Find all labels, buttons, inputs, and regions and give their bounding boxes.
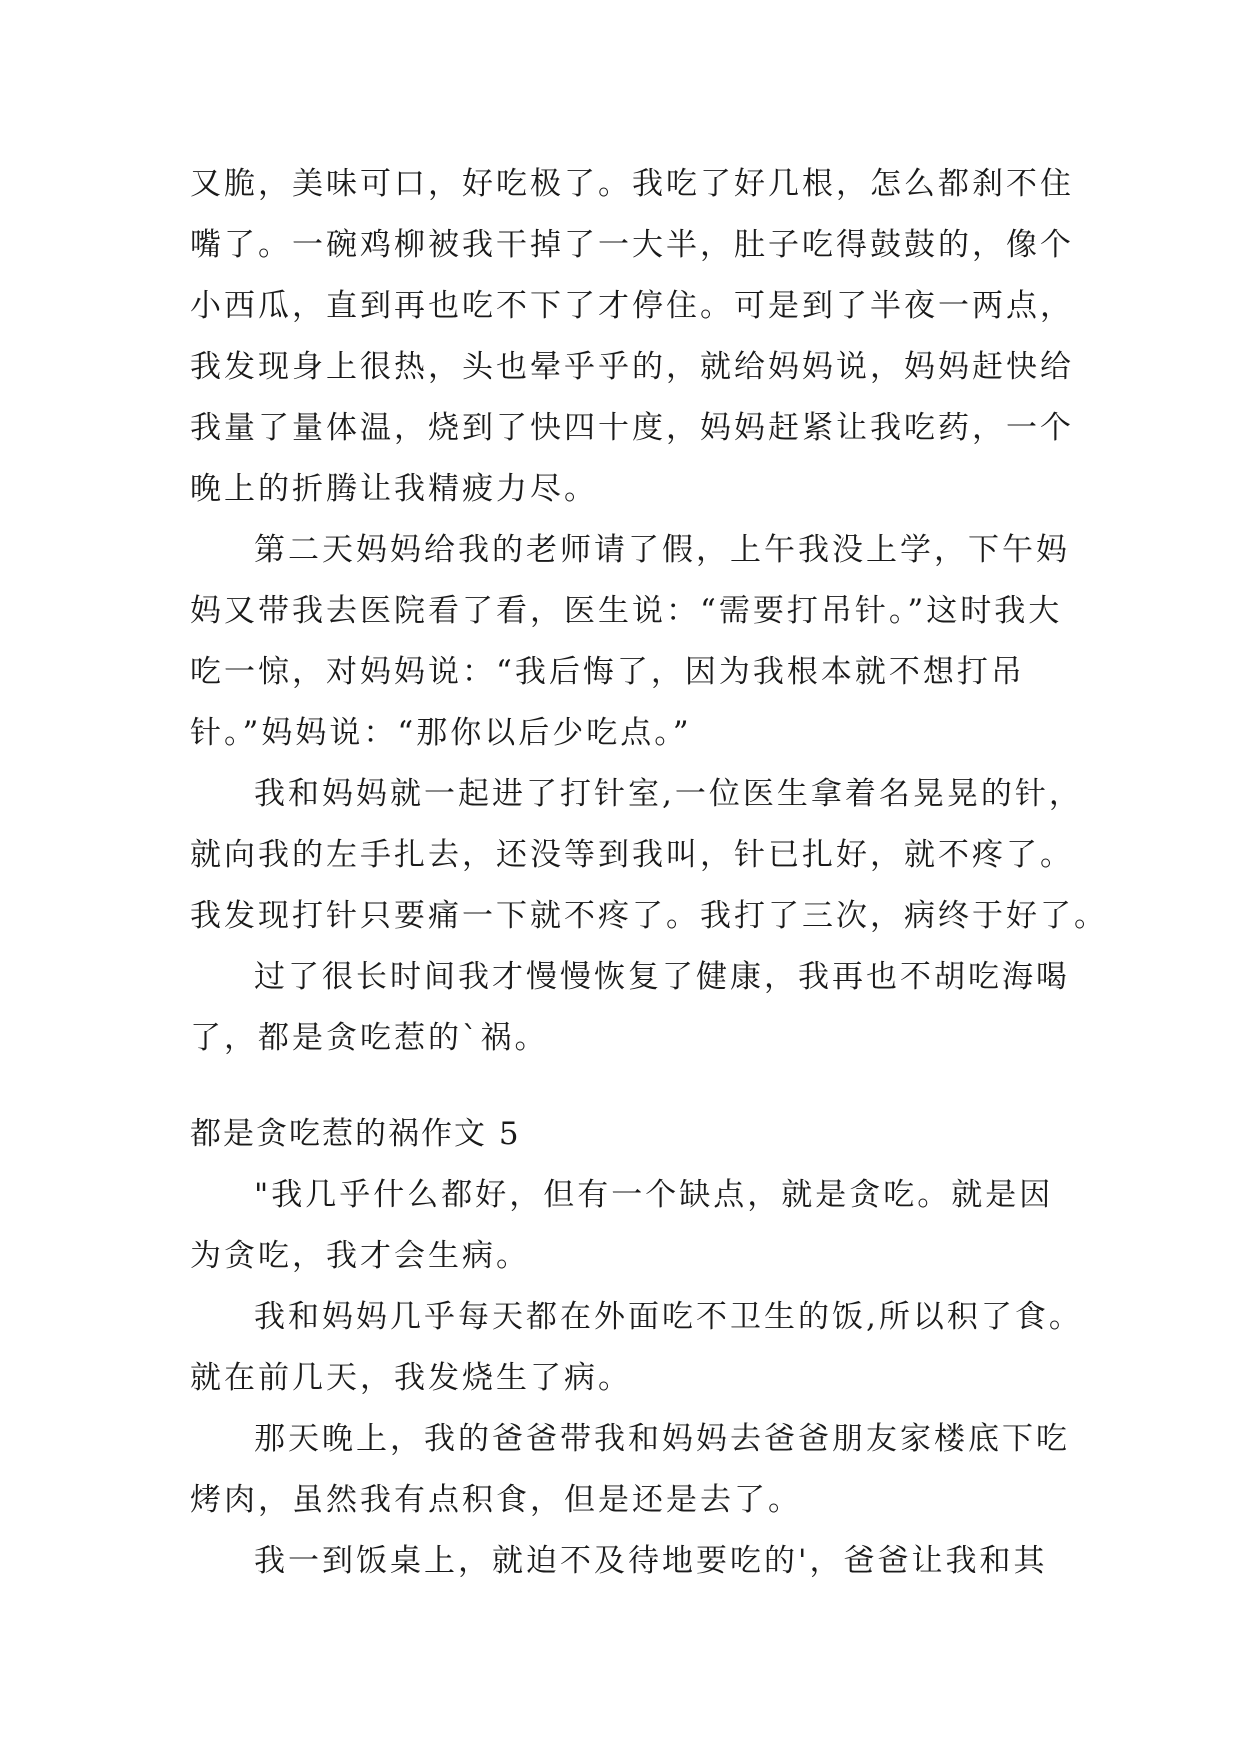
text-line: 小西瓜，直到再也吃不下了才停住。可是到了半夜一两点， xyxy=(190,288,1074,324)
section-heading: 都是贪吃惹的祸作文 5 xyxy=(190,1116,521,1152)
text-line: 就在前几天，我发烧生了病。 xyxy=(190,1360,632,1396)
text-line: 就向我的左手扎去，还没等到我叫，针已扎好，就不疼了。 xyxy=(190,837,1074,873)
text-line: 了，都是贪吃惹的`祸。 xyxy=(190,1020,549,1056)
text-line: 嘴了。一碗鸡柳被我干掉了一大半，肚子吃得鼓鼓的，像个 xyxy=(190,227,1074,263)
text-line: 我发现身上很热，头也晕乎乎的，就给妈妈说，妈妈赶快给 xyxy=(190,349,1074,385)
paragraph-first-line: 过了很长时间我才慢慢恢复了健康，我再也不胡吃海喝 xyxy=(254,959,1070,995)
text-line: 为贪吃，我才会生病。 xyxy=(190,1238,530,1274)
paragraph-first-line: 那天晚上，我的爸爸带我和妈妈去爸爸朋友家楼底下吃 xyxy=(254,1421,1070,1457)
text-line: 又脆，美味可口，好吃极了。我吃了好几根，怎么都刹不住 xyxy=(190,166,1074,202)
paragraph-first-line: "我几乎什么都好，但有一个缺点，就是贪吃。就是因 xyxy=(254,1177,1054,1213)
text-line: 我量了量体温，烧到了快四十度，妈妈赶紧让我吃药，一个 xyxy=(190,410,1074,446)
text-line: 烤肉，虽然我有点积食，但是还是去了。 xyxy=(190,1482,802,1518)
text-line: 晚上的折腾让我精疲力尽。 xyxy=(190,471,598,507)
paragraph-first-line: 我一到饭桌上，就迫不及待地要吃的'，爸爸让我和其 xyxy=(254,1543,1048,1579)
text-line: 针。”妈妈说：“那你以后少吃点。” xyxy=(190,715,692,751)
paragraph-first-line: 第二天妈妈给我的老师请了假，上午我没上学，下午妈 xyxy=(254,532,1070,568)
text-line: 妈又带我去医院看了看，医生说：“需要打吊针。”这时我大 xyxy=(190,593,1063,629)
text-line: 吃一惊，对妈妈说：“我后悔了，因为我根本就不想打吊 xyxy=(190,654,1025,690)
text-line: 我发现打针只要痛一下就不疼了。我打了三次，病终于好了。 xyxy=(190,898,1108,934)
paragraph-first-line: 我和妈妈几乎每天都在外面吃不卫生的饭,所以积了食。 xyxy=(254,1299,1083,1335)
paragraph-first-line: 我和妈妈就一起进了打针室,一位医生拿着名晃晃的针， xyxy=(254,776,1083,812)
